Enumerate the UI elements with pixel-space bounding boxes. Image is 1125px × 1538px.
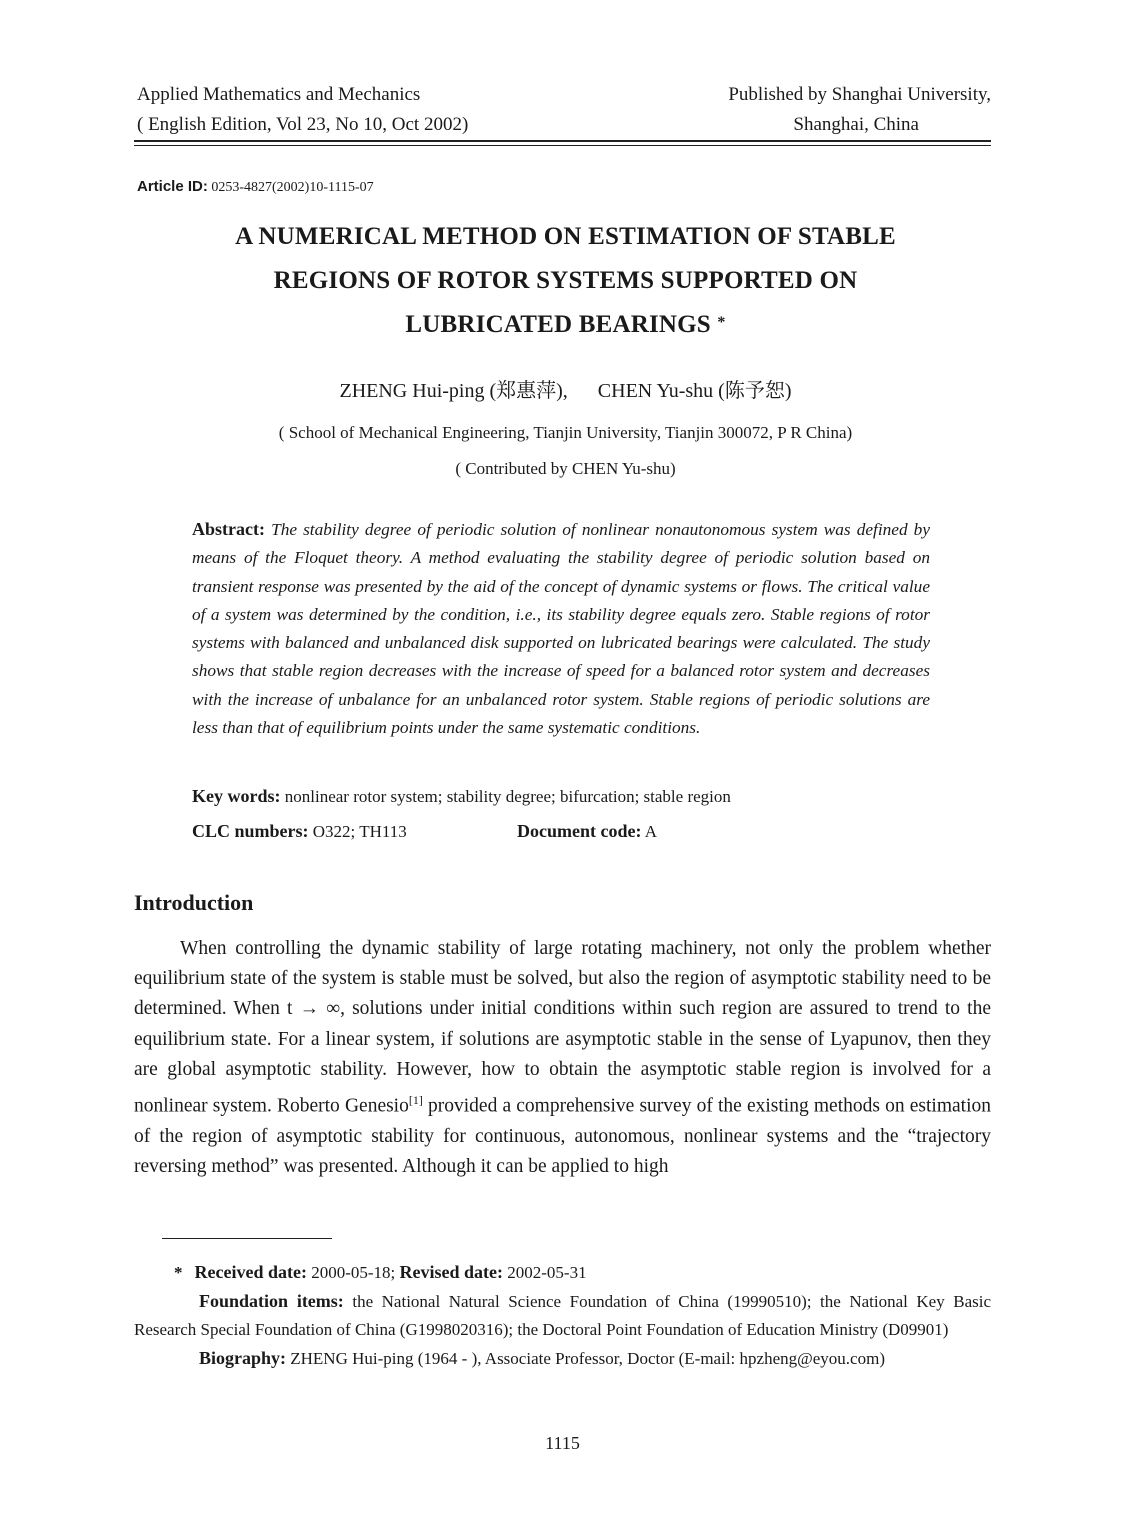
publisher-location: Shanghai, China: [793, 114, 919, 135]
biography-text: ZHENG Hui-ping (1964 - ), Associate Professor, Doctor (E-mail: hpzheng@eyou.com): [290, 1349, 885, 1368]
introduction-paragraph: [134, 934, 991, 1182]
revised-label: Revised date:: [399, 1262, 503, 1282]
introduction-heading: Introduction: [134, 890, 254, 915]
journal-info: [137, 80, 468, 140]
revised-value: 2002-05-31: [507, 1263, 587, 1282]
footnote-biography: [134, 1344, 991, 1373]
title-line-2: REGIONS OF ROTOR SYSTEMS SUPPORTED ON: [273, 267, 858, 294]
abstract-text: The stability degree of periodic solution of nonlinear nonautonomous system was defined by means of the Floquet theory. A method evaluating the stability degree of periodic solution based on transient response was presented by the aid of the concept of dynamic systems or flows. The critical value of a system was determined by the condition, i.e., its stability degree equals zero. Stable regions of rotor systems with balanced and unbalanced disk supported on lubricated bearings were calculated. The study shows that stable region decreases with the increase of speed for a balanced rotor system and decreases with the increase of unbalance for an unbalanced rotor system. Stable regions of periodic solutions are less than that of equilibrium points under the same systematic conditions.: [192, 520, 930, 738]
header-rule-thick: [134, 140, 991, 142]
title-line-3-text: LUBRICATED BEARINGS: [405, 311, 711, 338]
footnote-marker: *: [174, 1263, 183, 1282]
document-code-label: Document code:: [517, 821, 642, 841]
contributed-by: ( Contributed by CHEN Yu-shu): [455, 459, 676, 478]
title-line-3: [137, 303, 994, 347]
abstract: [192, 515, 930, 742]
title-footnote-marker: *: [717, 314, 726, 331]
biography-label: Biography:: [199, 1348, 287, 1368]
document-code-value: A: [644, 822, 658, 841]
citation-ref: [1]: [408, 1093, 423, 1108]
paper-title: [137, 215, 994, 347]
article-id-label: Article ID:: [137, 178, 208, 195]
footnote-rule: [162, 1238, 332, 1239]
article-id: [137, 178, 374, 196]
intro-text-part-2: provided a comprehensive survey of the existing methods on estimation of the region of asymptotic stability for continuous, autonomous, nonlinear systems and the “trajectory reversing method” was presented. Although it can be applied to high: [134, 1095, 991, 1177]
article-id-value: 0253-4827(2002)10-1115-07: [211, 180, 374, 195]
header-rule-thin: [134, 145, 991, 146]
clc-label: CLC numbers:: [192, 821, 309, 841]
author-zheng: ZHENG Hui-ping (郑惠萍),: [339, 380, 568, 402]
footnote-dates: [134, 1258, 991, 1287]
page-number: 1115: [545, 1433, 580, 1453]
received-value: 2000-05-18;: [311, 1263, 396, 1282]
journal-edition: ( English Edition, Vol 23, No 10, Oct 2002): [137, 114, 469, 135]
abstract-label: Abstract:: [192, 519, 265, 539]
authors: [137, 374, 994, 403]
footnotes: [134, 1258, 991, 1373]
journal-name: Applied Mathematics and Mechanics: [137, 84, 421, 105]
foundation-text: the National Natural Science Foundation of China (19990510); the National Key Basic Research Special Foundation of China (G1998020316); the Doctoral Point Foundation of Education Ministry (D09901): [134, 1292, 992, 1339]
keywords-text: nonlinear rotor system; stability degree; bifurcation; stable region: [284, 787, 731, 806]
author-chen: CHEN Yu-shu (陈予恕): [597, 380, 792, 402]
document-code: [517, 821, 657, 842]
keywords-label: Key words:: [192, 786, 281, 806]
received-label: Received date:: [194, 1262, 307, 1282]
clc-value: O322; TH113: [312, 822, 407, 841]
affiliation: ( School of Mechanical Engineering, Tianjin University, Tianjin 300072, P R China): [278, 423, 853, 442]
publisher-info: [728, 80, 991, 140]
clc-numbers: [192, 821, 658, 842]
title-line-1: A NUMERICAL METHOD ON ESTIMATION OF STABLE: [235, 223, 896, 250]
foundation-label: Foundation items:: [199, 1291, 344, 1311]
footnote-foundation: [134, 1287, 991, 1344]
keywords: [192, 786, 731, 807]
publisher-name: Published by Shanghai University,: [728, 84, 991, 105]
intro-text-part-1: When controlling the dynamic stability of large rotating machinery, not only the problem whether equilibrium state of the system is stable must be solved, but also the region of asymptotic stability need to be determined. When t → ∞, solutions under initial conditions within such region are assured to trend to the equilibrium state. For a linear system, if solutions are asymptotic stable in the sense of Lyapunov, then they are global asymptotic stability. However, how to obtain the asymptotic stable region is involved for a nonlinear system. Roberto Genesio: [134, 938, 991, 1117]
